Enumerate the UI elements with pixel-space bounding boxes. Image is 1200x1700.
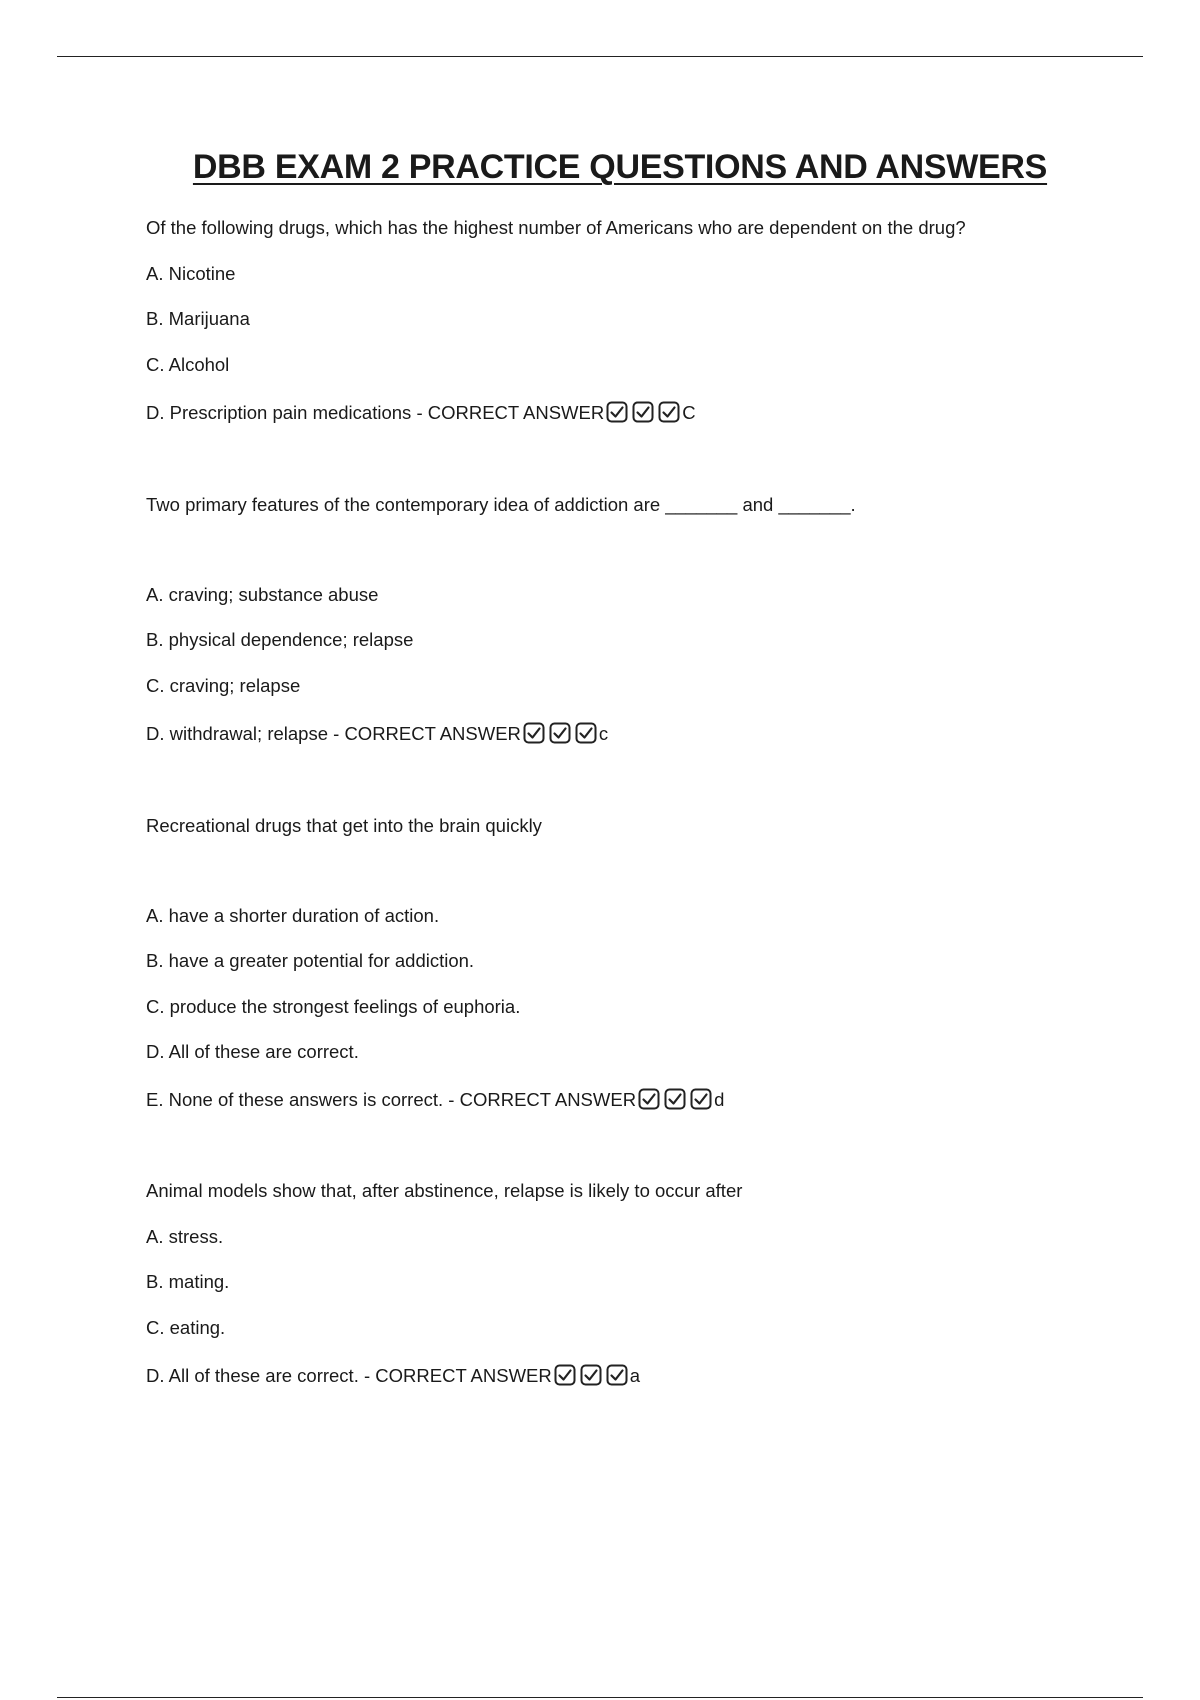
question-4-option-a: A. stress.	[146, 1226, 224, 1247]
question-1-option-b: B. Marijuana	[146, 308, 250, 329]
page-title: DBB EXAM 2 PRACTICE QUESTIONS AND ANSWERS	[192, 148, 1048, 186]
question-3-option-e-with-answer	[146, 1088, 724, 1112]
correct-answer-label: - CORRECT ANSWER	[416, 402, 605, 423]
correct-answer-label: - CORRECT ANSWER	[333, 723, 521, 744]
question-2-option-b: B. physical dependence; relapse	[146, 629, 414, 650]
question-1-prompt: Of the following drugs, which has the highest number of Americans who are dependent on the drug?	[146, 217, 966, 238]
option-text: D. Prescription pain medications	[146, 402, 412, 423]
option-text: D. All of these are correct.	[146, 1365, 359, 1386]
question-2-option-d-with-answer	[146, 722, 608, 746]
question-2-prompt: Two primary features of the contemporary idea of addiction are _______ and _______.	[146, 494, 856, 515]
checked-box-icon	[658, 401, 680, 423]
checked-box-icon	[523, 722, 545, 744]
correct-answer-value: a	[629, 1365, 641, 1386]
correct-answer-label: - CORRECT ANSWER	[448, 1089, 637, 1110]
question-3-option-b: B. have a greater potential for addiction.	[146, 950, 475, 971]
check-group	[606, 402, 684, 423]
checked-box-icon	[606, 401, 628, 423]
correct-answer-value: d	[714, 1089, 725, 1110]
checked-box-icon	[664, 1088, 686, 1110]
question-4-option-b: B. mating.	[146, 1271, 230, 1292]
check-group	[554, 1365, 632, 1386]
question-1-option-a: A. Nicotine	[146, 263, 236, 284]
question-4-prompt: Animal models show that, after abstinence, relapse is likely to occur after	[146, 1180, 743, 1201]
option-text: E. None of these answers is correct.	[146, 1089, 444, 1110]
question-2-option-c: C. craving; relapse	[146, 675, 301, 696]
checked-box-icon	[554, 1364, 576, 1386]
checked-box-icon	[632, 401, 654, 423]
question-1-option-c: C. Alcohol	[146, 354, 230, 375]
question-3-option-c: C. produce the strongest feelings of euphoria.	[146, 996, 521, 1017]
checked-box-icon	[690, 1088, 712, 1110]
question-4-option-c: C. eating.	[146, 1317, 226, 1338]
question-4-option-d-with-answer	[146, 1364, 640, 1388]
checked-box-icon	[575, 722, 597, 744]
checked-box-icon	[638, 1088, 660, 1110]
option-text: D. withdrawal; relapse	[146, 723, 328, 744]
question-3-prompt: Recreational drugs that get into the brain quickly	[146, 815, 542, 836]
header-rule	[57, 56, 1143, 57]
footer-rule	[57, 1697, 1143, 1698]
question-3-option-d: D. All of these are correct.	[146, 1041, 359, 1062]
question-2-option-a: A. craving; substance abuse	[146, 584, 379, 605]
checked-box-icon	[606, 1364, 628, 1386]
checked-box-icon	[549, 722, 571, 744]
correct-answer-value: C	[682, 402, 696, 423]
correct-answer-label: - CORRECT ANSWER	[363, 1365, 552, 1386]
correct-answer-value: c	[598, 723, 609, 744]
check-group	[523, 723, 601, 744]
check-group	[638, 1089, 716, 1110]
question-3-option-a: A. have a shorter duration of action.	[146, 905, 440, 926]
checked-box-icon	[580, 1364, 602, 1386]
question-1-option-d-with-answer	[146, 401, 696, 425]
